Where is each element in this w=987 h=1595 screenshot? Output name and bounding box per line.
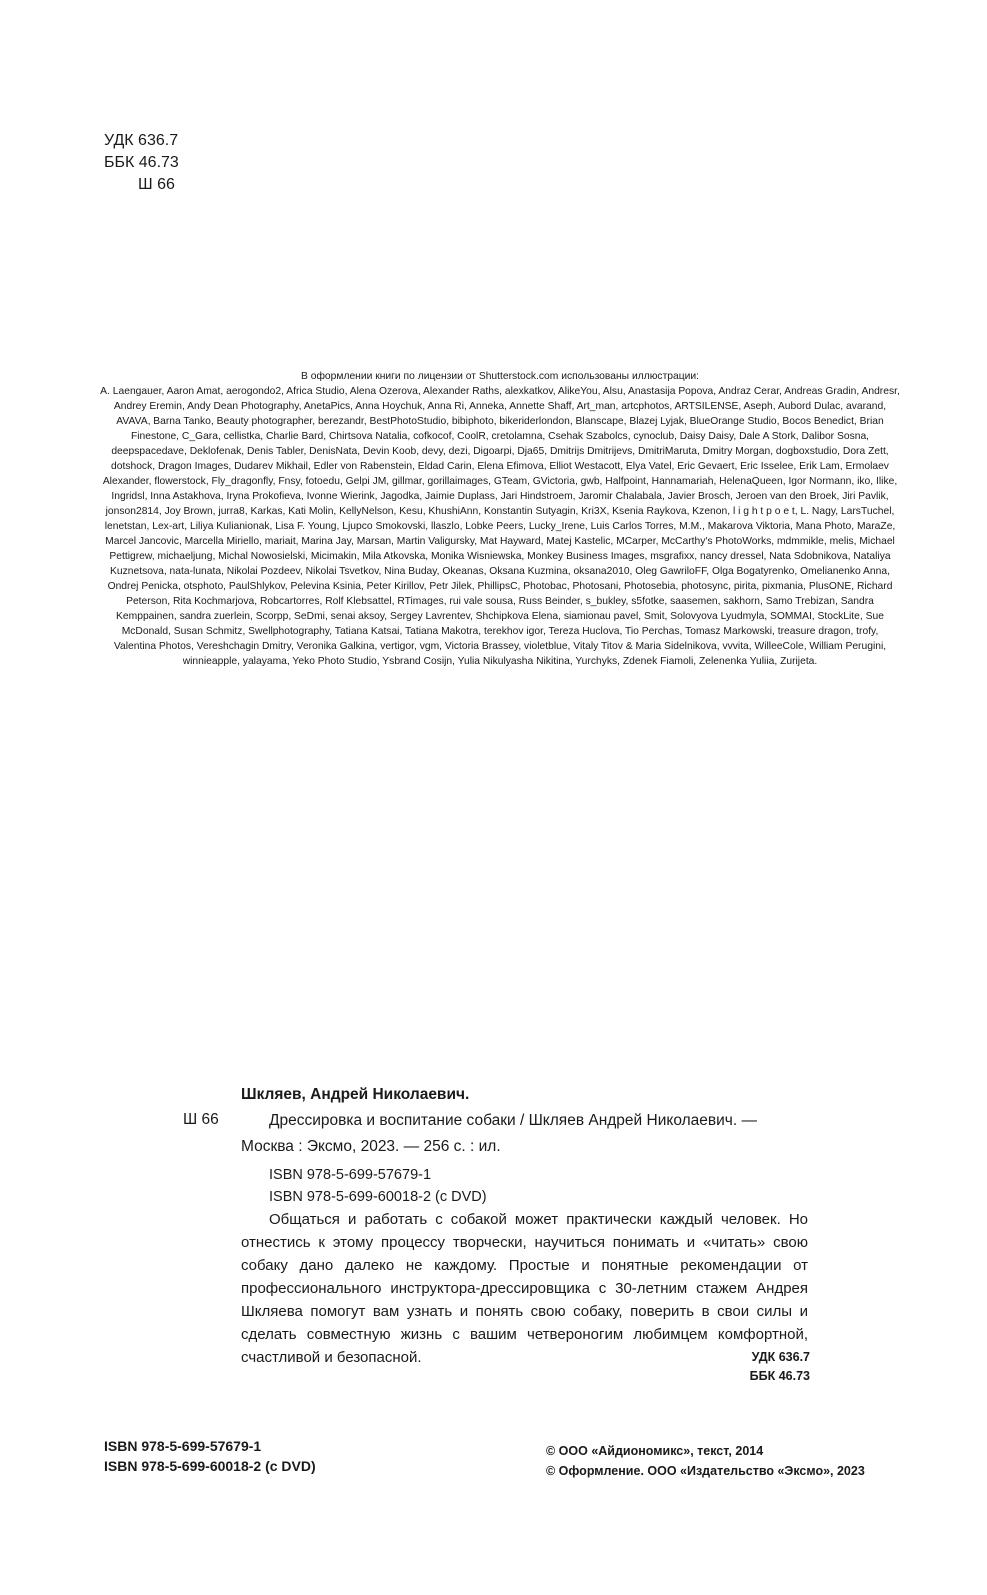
author-mark: Ш 66 (138, 176, 175, 193)
record-classification (700, 1348, 810, 1386)
record-isbn-block (241, 1164, 808, 1208)
record-udk: УДК 636.7 (751, 1350, 810, 1364)
bbk-code: ББК 46.73 (104, 154, 179, 171)
copyright-design: © Оформление. ООО «Издательство «Эксмо», 2023 (546, 1464, 865, 1478)
record-author-mark: Ш 66 (183, 1111, 219, 1128)
classification-top (104, 130, 179, 196)
footer-isbn-2: ISBN 978-5-699-60018-2 (с DVD) (104, 1458, 316, 1474)
illustration-credits (100, 369, 900, 669)
credits-heading: В оформлении книги по лицензии от Shutterstock.com использованы иллюстрации: (300, 371, 700, 382)
footer-isbn-1: ISBN 978-5-699-57679-1 (104, 1438, 262, 1454)
record-title: Дрессировка и воспитание собаки / Шкляев Андрей Николаевич. — Москва : Эксмо, 2023. — 256 с. : ил. (241, 1112, 757, 1155)
record-isbn-2: ISBN 978-5-699-60018-2 (с DVD) (269, 1189, 487, 1205)
record-annotation: Общаться и работать с собакой может практически каждый человек. Но отнестись к этому процессу творчески, научиться понимать и «читать» свою собаку дано далеко не каждому. Простые и понятные рекомендации от профессионального инструктора-дрессировщика с 30-летним стажем Андрея Шкляева помогут вам узнать и понять свою собаку, поверить в свои силы и сделать совместную жизнь с вашим четвероногим любимцем комфортной, счастливой и безопасной. (241, 1211, 808, 1366)
record-author: Шкляев, Андрей Николаевич. (241, 1086, 470, 1103)
bibliographic-record (241, 1082, 808, 1369)
record-isbn-1: ISBN 978-5-699-57679-1 (269, 1167, 432, 1183)
udk-code: УДК 636.7 (104, 132, 179, 149)
footer-isbn (104, 1436, 316, 1476)
footer-copyright (546, 1441, 865, 1481)
copyright-text: © ООО «Айдиономикс», текст, 2014 (546, 1444, 764, 1458)
credits-names: A. Laengauer, Aaron Amat, aerogondo2, Africa Studio, Alena Ozerova, Alexander Raths, alexkatkov, AlikeYou, Alsu, Anastasija Popova, Andraz Cerar, Andreas Gradin, Andresr, Andrey Eremin, Andy Dean Photography, AnetaPics, Anna Hoychuk, Anna Ri, Anneka, Annette Shaff, Art_man, artcphotos, ARTSILENSE, Aseph, Aubord Dulac, avarand, AVAVA, Barna Tanko, Beauty photographer, berezandr, BestPhotoStudio, bibiphoto, bikeriderlondon, Blanscape, Blazej Lyjak, BlueOrange Studio, Bocos Benedict, Brian Finestone, C_Gara, cellistka, Charlie Bard, Chirtsova Natalia, cofkocof, CoolR, cretolamna, Csehak Szabolcs, cynoclub, Daisy Daisy, Dale A Stork, Dalibor Sosna, deepspacedave, Deklofenak, Denis Tabler, DenisNata, Devin Koob, devy, dezi, Digoarpi, Dja65, Dmitrijs Dmitrijevs, DmitriMaruta, Dmitry Morgan, dogboxstudio, Dora Zett, dotshock, Dragon Images, Dudarev Mikhail, Edler von Rabenstein, Eldad Carin, Elena Efimova, Elliot Westacott, Elya Vatel, Eric Gevaert, Eric Isselee, Erik Lam, Ermolaev Alexander, flowerstock, Fly_dragonfly, Fnsy, fotoedu, Gelpi JM, gillmar, gorillaimages, GTeam, GVictoria, gwb, Halfpoint, Hannamariah, HelenaQueen, Igor Normann, iko, Ilike, Ingridsl, Inna Astakhova, Iryna Prokofieva, Ivonne Wierink, Jagodka, Jaimie Duplass, Jari Hindstroem, Jaromir Chalabala, Javier Brosch, Jeroen van den Broek, Jiri Pavlik, jonson2814, Joy Brown, jurra8, Karkas, Kati Molin, KellyNelson, Kesu, KhushiAnn, Konstantin Sutyagin, Kri3X, Ksenia Raykova, Kzenon, l i g h t p o e t, L. Nagy, LarsTuchel, lenetstan, Lex-art, Liliya Kulianionak, Lisa F. Young, Ljupco Smokovski, llaszlo, Lobke Peers, Lucky_Irene, Luis Carlos Torres, M.M., Makarova Viktoria, Mana Photo, MaraZe, Marcel Jancovic, Marcella Miriello, mariait, Marina Jay, Marsan, Martin Valigursky, Mat Hayward, Matej Kastelic, MCarper, McCarthy's PhotoWorks, mdmmikle, melis, Michael Pettigrew, michaeljung, Michal Nowosielski, Micimakin, Mila Atkovska, Monika Wisniewska, Monkey Business Images, msgrafixx, nancy dressel, Nata Sdobnikova, Nataliya Kuznetsova, nata-lunata, Nikolai Pozdeev, Nikolai Tsvetkov, Nina Buday, Okeanas, Oksana Kuzmina, oksana2010, Oleg GawriloFF, Olga Bogatyrenko, Omelianenko Anna, Ondrej Penicka, otsphoto, PaulShlykov, Pelevina Ksinia, Peter Kirillov, Petr Jilek, PhillipsC, Photobac, Photosani, Photosebia, photosync, pirita, pixmania, PlusONE, Richard Peterson, Rita Kochmarjova, Robcartorres, Rolf Klebsattel, RTimages, rui vale sousa, Russ Beinder, s_bukley, s5fotke, saasemen, sakhorn, Samo Trebizan, Sandra Kemppainen, sandra zuerlein, Scorpp, SeDmi, senai aksoy, Sergey Lavrentev, Shchipkova Elena, siamionau pavel, Smit, Solovyova Lyudmyla, SOMMAI, StockLite, Sue McDonald, Susan Schmitz, Swellphotography, Tatiana Katsai, Tatiana Makotra, terekhov igor, Tereza Huclova, Tio Perchas, Tomasz Markowski, treasure dragon, trofy, Valentina Photos, Vereshchagin Dmitry, Veronika Galkina, vertigor, vgm, Victoria Brassey, violetblue, Vitaly Titov & Maria Sidelnikova, vvvita, WilleeCole, William Perugini, winnieapple, yalayama, Yeko Photo Studio, Ysbrand Cosijn, Yulia Nikulyasha Nikitina, Yurchyks, Zdenek Fiamoli, Zelenenka Yuliia, Zurijeta. (100, 386, 900, 667)
record-bbk: ББК 46.73 (749, 1369, 810, 1383)
